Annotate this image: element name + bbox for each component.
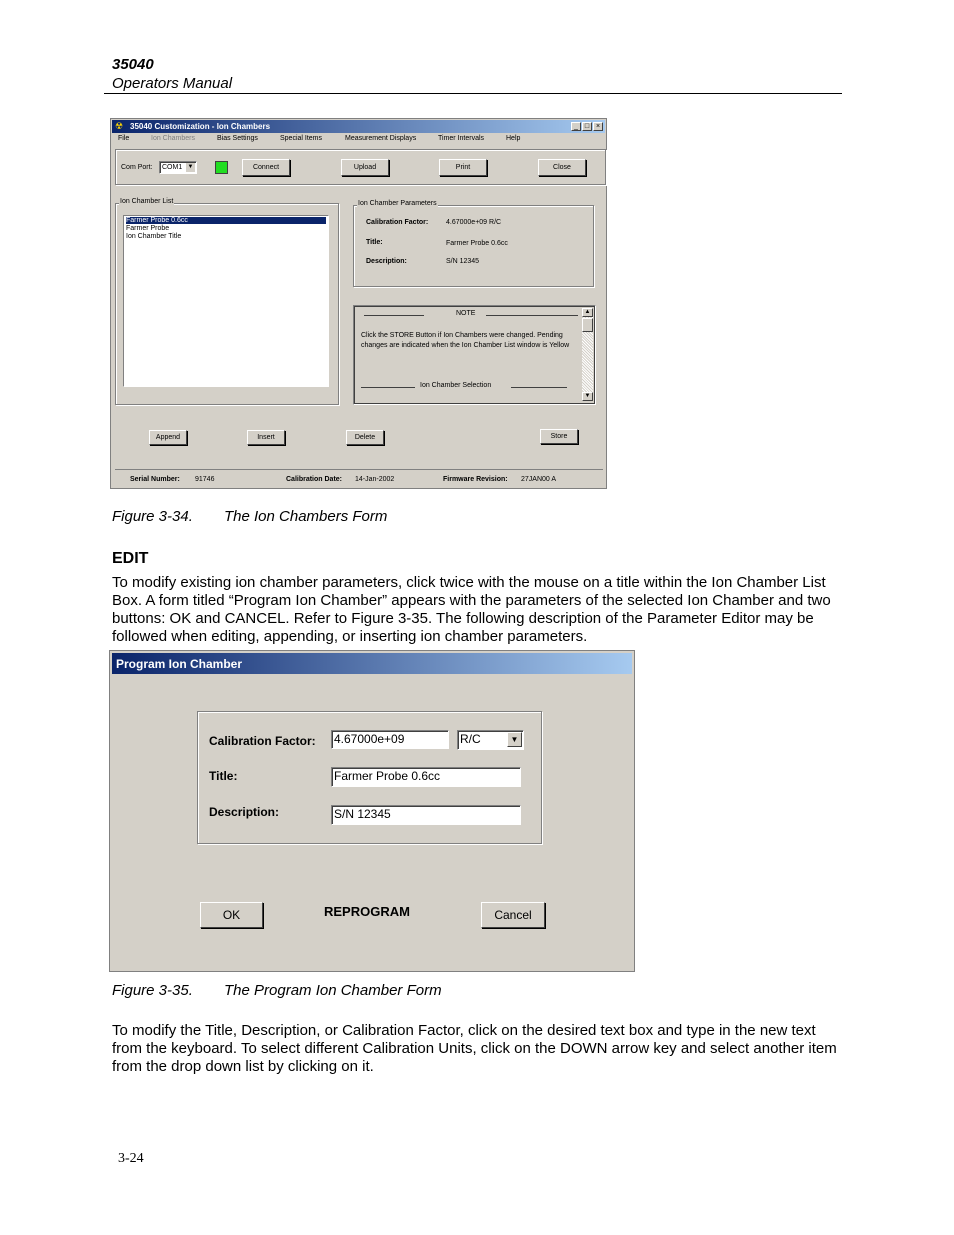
program-ion-chamber-window	[109, 650, 635, 972]
figure-34-caption	[112, 508, 387, 525]
radiation-icon: ☢	[115, 121, 124, 131]
menu-ion-chambers[interactable]: Ion Chambers	[151, 135, 195, 142]
note-scrollbar[interactable]	[582, 308, 593, 401]
ion-chambers-window	[110, 118, 607, 489]
window-title: 35040 Customization - Ion Chambers	[130, 122, 271, 131]
figure-35-title: The Program Ion Chamber Form	[224, 982, 442, 999]
list-item[interactable]: Ion Chamber Title	[126, 233, 182, 240]
figure-34-number: Figure 3-34.	[112, 508, 193, 525]
menu-bar	[111, 135, 606, 145]
ok-button[interactable]: OK	[200, 902, 263, 928]
scroll-thumb[interactable]	[582, 318, 593, 332]
title-value: Farmer Probe 0.6cc	[446, 240, 508, 247]
title-input[interactable]: Farmer Probe 0.6cc	[331, 767, 521, 787]
selection-rule-left	[361, 387, 415, 388]
menu-special-items[interactable]: Special Items	[280, 135, 323, 142]
connect-button[interactable]: Connect	[242, 159, 290, 176]
menu-help[interactable]: Help	[506, 135, 521, 142]
title-label: Title:	[209, 769, 238, 783]
params-group-label: Ion Chamber Parameters	[358, 200, 437, 207]
cal-factor-label: Calibration Factor:	[366, 219, 429, 226]
title-bar	[112, 120, 605, 133]
com-port-label: Com Port:	[121, 164, 153, 171]
cal-factor-value: 4.67000e+09 R/C	[446, 219, 502, 226]
description-value: S/N 12345	[446, 258, 480, 265]
list-item[interactable]: Farmer Probe 0.6cc	[126, 217, 326, 224]
minimize-button[interactable]: _	[571, 122, 581, 131]
doc-subtitle: Operators Manual	[112, 75, 233, 92]
note-panel	[353, 305, 596, 405]
window-title: Program Ion Chamber	[116, 657, 243, 671]
figure-34-title: The Ion Chambers Form	[224, 508, 388, 525]
scroll-down-icon[interactable]: ▼	[582, 392, 593, 401]
append-button[interactable]: Append	[149, 430, 187, 445]
close-button[interactable]: Close	[538, 159, 586, 176]
page-number: 3-24	[118, 1151, 144, 1166]
calibration-date-label: Calibration Date:	[286, 476, 343, 483]
note-subheading: Ion Chamber Selection	[420, 382, 492, 389]
cal-factor-input[interactable]: 4.67000e+09	[331, 730, 449, 749]
com-port-value: COM1	[162, 164, 183, 171]
selection-rule-right	[511, 387, 567, 388]
calibration-date-value: 14-Jan-2002	[355, 476, 395, 483]
doc-model: 35040	[112, 56, 154, 73]
firmware-revision-value: 27JAN00 A	[521, 476, 557, 483]
header-rule	[104, 93, 842, 94]
note-text: Click the STORE Button if Ion Chambers were changed. Pending changes are indicated when the Ion Chamber List window is Yellow	[361, 332, 570, 349]
title-bar	[112, 653, 632, 674]
upload-button[interactable]: Upload	[341, 159, 389, 176]
section-heading: EDIT	[112, 550, 149, 567]
edit-paragraph: To modify existing ion chamber parameters, click twice with the mouse on a title within the Ion Chamber List Box. A form titled “Program Ion Chamber” appears with the parameters of the selected Ion Chamber and two buttons: OK and CANCEL. Refer to Figure 3-35. The following description of the Parameter Editor may be followed when editing, appending, or inserting ion chamber parameters.	[112, 574, 831, 645]
figure-35-caption	[112, 982, 442, 999]
list-item[interactable]: Farmer Probe	[126, 225, 170, 232]
figure-35-number: Figure 3-35.	[112, 982, 193, 999]
serial-number-value: 91746	[195, 476, 215, 483]
description-input[interactable]: S/N 12345	[331, 805, 521, 825]
scroll-up-icon[interactable]: ▲	[582, 308, 593, 317]
firmware-revision-label: Firmware Revision:	[443, 476, 508, 483]
menu-file[interactable]: File	[118, 135, 130, 142]
chevron-down-icon[interactable]: ▼	[187, 164, 194, 170]
description-label: Description:	[209, 805, 280, 819]
menu-bias-settings[interactable]: Bias Settings	[217, 135, 258, 142]
chevron-down-icon[interactable]: ▼	[507, 732, 522, 747]
units-select[interactable]	[457, 730, 524, 750]
note-rule-right	[486, 315, 578, 316]
list-group-label: Ion Chamber List	[120, 198, 174, 205]
note-rule-left	[364, 315, 424, 316]
menu-timer-intervals[interactable]: Timer Intervals	[438, 135, 485, 142]
print-button[interactable]: Print	[439, 159, 487, 176]
units-value: R/C	[460, 732, 481, 746]
description-label: Description:	[366, 258, 407, 265]
connection-indicator	[215, 161, 228, 174]
serial-number-label: Serial Number:	[130, 476, 180, 483]
status-bar	[115, 469, 603, 487]
ion-chamber-list[interactable]	[123, 215, 329, 387]
cancel-button[interactable]: Cancel	[481, 902, 545, 928]
cal-factor-label: Calibration Factor:	[209, 734, 316, 748]
title-label: Title:	[366, 239, 383, 246]
com-port-select[interactable]	[159, 161, 197, 174]
reprogram-status: REPROGRAM	[324, 904, 410, 919]
note-heading: NOTE	[456, 310, 476, 317]
store-button[interactable]: Store	[540, 429, 578, 444]
menu-measurement-displays[interactable]: Measurement Displays	[345, 135, 417, 142]
close-window-button[interactable]: ×	[593, 122, 603, 131]
maximize-button[interactable]: □	[582, 122, 592, 131]
delete-button[interactable]: Delete	[346, 430, 384, 445]
modify-paragraph: To modify the Title, Description, or Calibration Factor, click on the desired text box and type in the new text from the keyboard. To select different Calibration Units, click on the DOWN arrow key and select another item from the drop down list by clicking on it.	[112, 1022, 837, 1075]
insert-button[interactable]: Insert	[247, 430, 285, 445]
